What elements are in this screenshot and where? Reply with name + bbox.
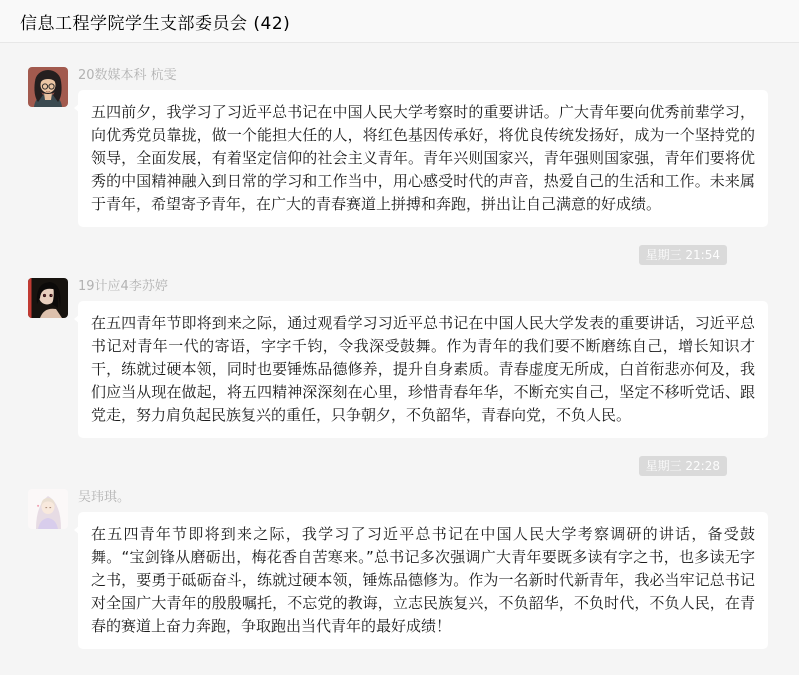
- message-text: 五四前夕，我学习了习近平总书记在中国人民大学考察时的重要讲话。广大青年要向优秀前辈学习，向优秀党员靠拢，做一个能担大任的人，将红色基因传承好，将优良传统发扬好，成为一个坚持党的领导，全面发展，有着坚定信仰的社会主义青年。青年兴则国家兴，青年强则国家强，青年们要将优秀的中国精神融入到日常的学习和工作当中，用心感受时代的声音，热爱自己的生活和工作。未来属于青年，希望寄予青年，在广大的青春赛道上拼搏和奔跑，拼出让自己满意的好成绩。: [91, 103, 755, 213]
- message-group: [0, 278, 799, 438]
- timestamp-row: [0, 438, 799, 489]
- message-group: [0, 67, 799, 227]
- message-body: [78, 278, 768, 438]
- sender-name: 吴玮琪。: [78, 490, 131, 505]
- message-text: 在五四青年节即将到来之际，通过观看学习习近平总书记在中国人民大学发表的重要讲话，习近平总书记对青年一代的寄语，字字千钧，令我深受鼓舞。作为青年的我们要不断磨练自己，增长知识才干，练就过硬本领，同时也要锤炼品德修养，提升自身素质。青春虚度无所成，白首衔悲亦何及，我们应当从现在做起，将五四精神深深刻在心里，珍惜青春年华，不断充实自己，坚定不移听党话、跟党走，努力肩负起民族复兴的重任，只争朝夕，不负韶华，青春向党，不负人民。: [91, 314, 755, 424]
- timestamp-badge: 星期三 22:28: [639, 456, 727, 476]
- message-scroll-area[interactable]: [0, 43, 799, 675]
- message-group: [0, 489, 799, 649]
- timestamp-badge: 星期三 21:54: [639, 245, 727, 265]
- message-body: [78, 67, 768, 227]
- chat-title: 信息工程学院学生支部委员会 (42): [20, 13, 291, 34]
- message-body: [78, 489, 768, 649]
- message-bubble[interactable]: [78, 301, 768, 438]
- sender-name: 20数媒本科 杭雯: [78, 68, 177, 83]
- avatar[interactable]: [28, 67, 68, 107]
- chat-header: [0, 0, 799, 43]
- avatar[interactable]: [28, 489, 68, 529]
- message-bubble[interactable]: [78, 512, 768, 649]
- timestamp-row: [0, 227, 799, 278]
- message-text: 在五四青年节即将到来之际，我学习了习近平总书记在中国人民大学考察调研的讲话，备受鼓舞。“宝剑锋从磨砺出，梅花香自苦寒来。”总书记多次强调广大青年要既多读有字之书，也多读无字之书，要勇于砥砺奋斗，练就过硬本领，锤炼品德修为。作为一名新时代新青年，我必当牢记总书记对全国广大青年的殷殷嘱托，不忘党的教诲，立志民族复兴，不负韶华，不负时代，不负人民，在青春的赛道上奋力奔跑，争取跑出当代青年的最好成绩！: [91, 525, 755, 635]
- sender-name: 19计应4李苏婷: [78, 279, 168, 294]
- avatar[interactable]: [28, 278, 68, 318]
- message-bubble[interactable]: [78, 90, 768, 227]
